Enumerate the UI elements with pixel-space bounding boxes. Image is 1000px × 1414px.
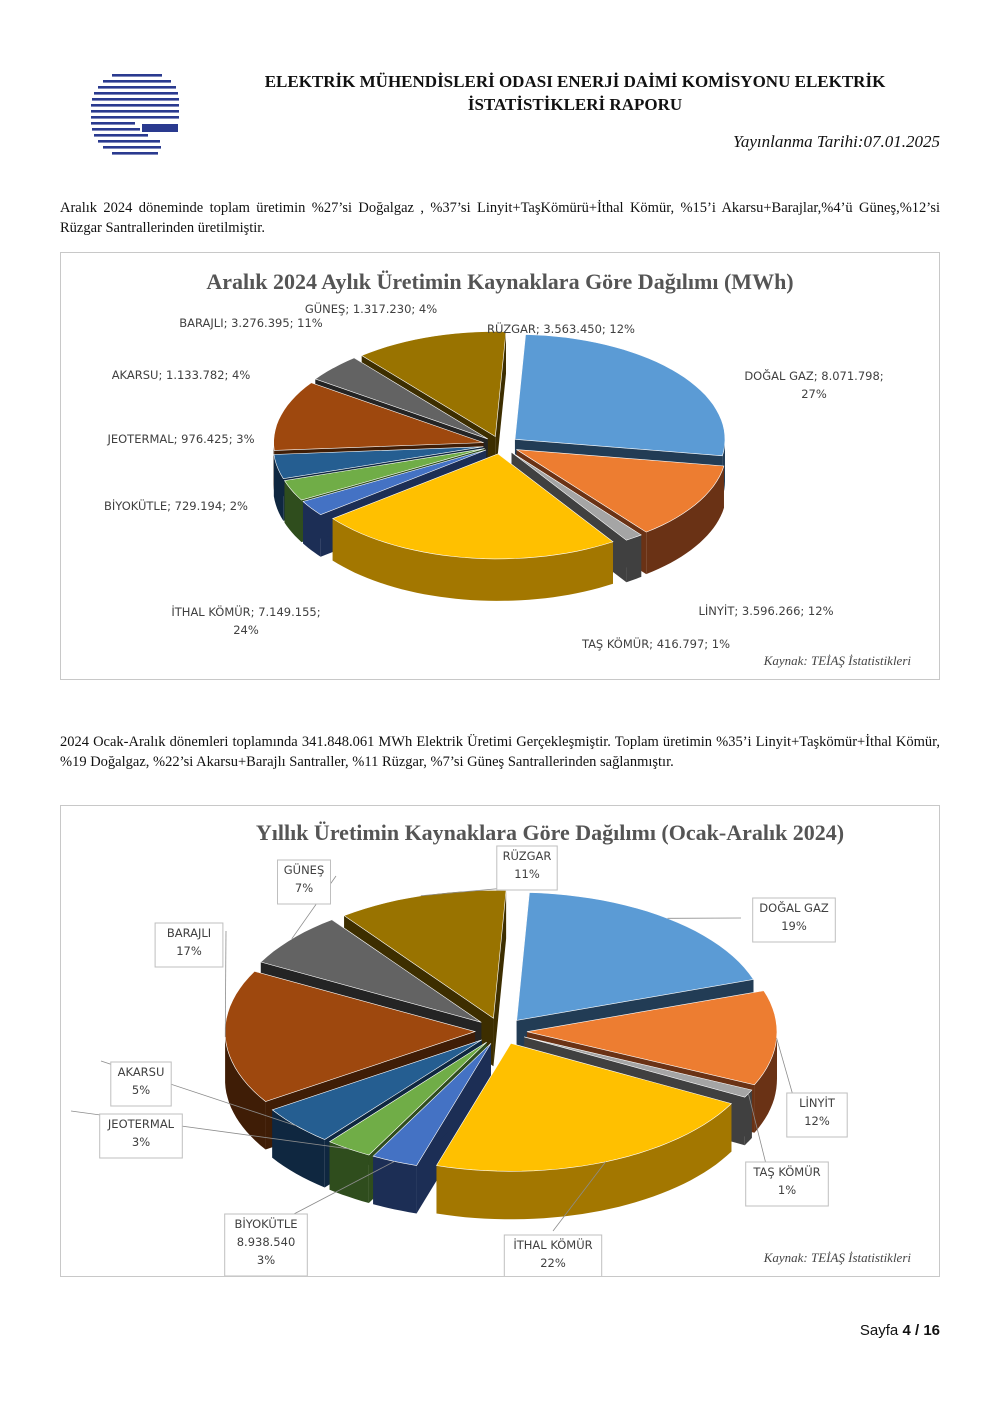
data-label-ruzgar — [487, 320, 635, 336]
label-text: TAŞ KÖMÜR; 416.797; 1% — [581, 637, 731, 651]
data-label-ithal-komur — [171, 603, 320, 637]
label-text: 5% — [131, 1083, 151, 1097]
data-label-tas-komur — [581, 635, 730, 651]
page-current: 4 — [902, 1322, 911, 1339]
label-text: 17% — [176, 944, 202, 958]
label-text: JEOTERMAL — [107, 1117, 175, 1131]
data-label-jeotermal — [106, 432, 254, 446]
pie-edge-tas-komur — [626, 535, 641, 582]
label-text: İTHAL KÖMÜR — [513, 1238, 593, 1252]
label-text: AKARSU — [117, 1065, 165, 1079]
data-label-biyokutle — [104, 497, 248, 513]
report-title-line1: ELEKTRİK MÜHENDİSLERİ ODASI ENERJİ DAİMİ KOMİSYONU ELEKTRİK — [264, 72, 886, 91]
label-text: LİNYİT; 3.596.266; 12% — [698, 604, 834, 618]
label-text: 8.938.540 — [236, 1235, 296, 1249]
page-separator: / — [910, 1322, 924, 1339]
chart-source: Kaynak: TEİAŞ İstatistikleri — [763, 1250, 911, 1265]
pie-top-dogal-gaz — [515, 335, 725, 456]
data-label-linyit — [699, 603, 834, 618]
monthly-pie-chart — [60, 252, 940, 680]
label-text: 3% — [131, 1135, 151, 1149]
data-label-gunes — [305, 300, 437, 316]
label-text: AKARSU; 1.133.782; 4% — [111, 368, 251, 382]
label-text: 24% — [233, 623, 259, 637]
yearly-summary-paragraph: 2024 Ocak-Aralık dönemleri toplamında 341.848.061 MWh Elektrik Üretimi Gerçekleşmiştir. Toplam üretimin %35’i Linyit+Taşkömür+İthal Kömür, %19 Doğalgaz, %22’si Akarsu+Barajlı Santraller, %11 Rüzgar, %7’si Güneş Santrallerinden sağlanmıştır. — [60, 734, 940, 770]
data-label-ruzgar — [421, 846, 557, 896]
label-text: 11% — [514, 867, 540, 881]
label-text: BİYOKÜTLE; 729.194; 2% — [104, 499, 248, 513]
data-label-linyit — [777, 1038, 848, 1137]
label-text: BARAJLI — [166, 926, 212, 940]
report-title-line2: İSTATİSTİKLERİ RAPORU — [467, 95, 683, 114]
label-text: DOĞAL GAZ — [759, 901, 829, 915]
label-text: 3% — [256, 1253, 276, 1267]
chart-title: Yıllık Üretimin Kaynaklara Göre Dağılımı (Ocak-Aralık 2024) — [255, 820, 845, 845]
label-text: RÜZGAR; 3.563.450; 12% — [486, 322, 636, 336]
yearly-pie-chart — [60, 805, 940, 1277]
page-total: 16 — [923, 1322, 940, 1339]
publish-date: Yayınlanma Tarihi:07.01.2025 — [732, 132, 940, 151]
emo-logo — [90, 72, 190, 162]
pie-edge-tas-komur — [745, 1090, 752, 1145]
data-label-akarsu — [112, 368, 251, 382]
label-text: JEOTERMAL; 976.425; 3% — [107, 432, 255, 446]
page-number — [860, 1322, 940, 1339]
label-text: 22% — [540, 1256, 566, 1270]
monthly-pie-svg — [61, 253, 939, 679]
label-text: GÜNEŞ — [283, 863, 325, 877]
data-label-dogal-gaz — [744, 368, 883, 401]
page-prefix: Sayfa — [859, 1322, 903, 1339]
label-text: GÜNEŞ; 1.317.230; 4% — [304, 302, 438, 316]
chart-title: Aralık 2024 Aylık Üretimin Kaynaklara Göre Dağılımı (MWh) — [206, 269, 794, 294]
pie-edge-biyokutle — [373, 1156, 416, 1213]
label-text: BİYOKÜTLE — [234, 1217, 298, 1231]
label-text: LİNYİT — [799, 1096, 835, 1110]
label-text: 12% — [804, 1114, 830, 1128]
monthly-summary-paragraph: Aralık 2024 döneminde toplam üretimin %27’si Doğalgaz , %37’si Linyit+TaşKömürü+İthal Kömür, %15’i Akarsu+Barajlar,%4’ü Güneş,%12’si Rüzgar Santrallerinden üretilmiştir. — [60, 200, 940, 236]
label-text: 1% — [777, 1183, 797, 1197]
data-label-barajli — [155, 923, 226, 1037]
label-text: 27% — [801, 387, 827, 401]
label-text: BARAJLI; 3.276.395; 11% — [179, 316, 323, 330]
label-text: DOĞAL GAZ; 8.071.798; — [744, 369, 884, 383]
label-text: TAŞ KÖMÜR — [753, 1165, 821, 1179]
label-text: 7% — [294, 881, 314, 895]
chart-source: Kaynak: TEİAŞ İstatistikleri — [763, 653, 911, 668]
label-text: 19% — [781, 919, 807, 933]
label-text: İTHAL KÖMÜR; 7.149.155; — [171, 605, 321, 619]
label-text: RÜZGAR — [502, 849, 552, 863]
data-label-barajli — [179, 316, 323, 330]
report-title — [215, 70, 935, 116]
yearly-pie-svg — [61, 806, 939, 1276]
